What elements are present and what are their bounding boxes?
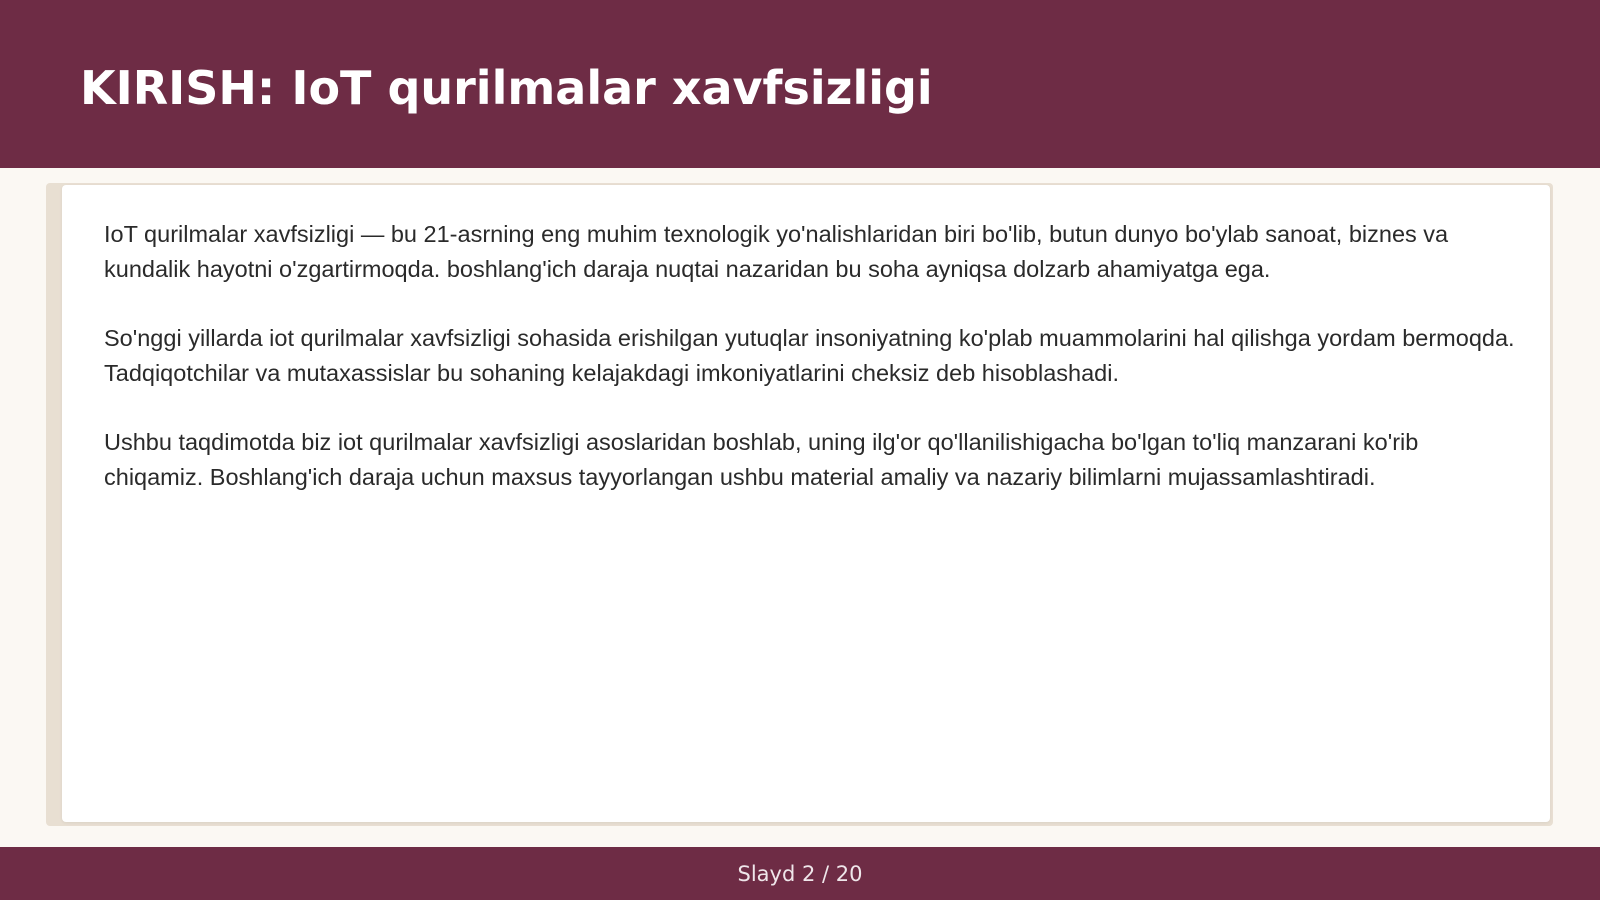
slide-title: KIRISH: IoT qurilmalar xavfsizligi bbox=[80, 61, 933, 115]
content-body bbox=[104, 217, 1524, 530]
slide-counter: Slayd 2 / 20 bbox=[737, 861, 863, 886]
paragraph-1: IoT qurilmalar xavfsizligi — bu 21-asrning eng muhim texnologik yo'nalishlaridan biri bo'lib, butun dunyo bo'ylab sanoat, biznes va kundalik hayotni o'zgartirmoqda. boshlang'ich daraja nuqtai nazaridan bu soha ayniqsa dolzarb ahamiyatga ega. bbox=[104, 221, 1449, 282]
slide-header bbox=[0, 0, 1600, 168]
paragraph-3: Ushbu taqdimotda biz iot qurilmalar xavfsizligi asoslaridan boshlab, uning ilg'or qo'llanilishigacha bo'lgan to'liq manzarani ko'rib chiqamiz. Boshlang'ich daraja uchun maxsus tayyorlangan ushbu material amaliy va nazariy bilimlarni mujassamlashtiradi. bbox=[104, 429, 1419, 490]
paragraph-2: So'nggi yillarda iot qurilmalar xavfsizligi sohasida erishilgan yutuqlar insoniyatning ko'plab muammolarini hal qilishga yordam bermoqda. Tadqiqotchilar va mutaxassislar bu sohaning kelajakdagi imkoniyatlarini cheksiz deb hisoblashadi. bbox=[104, 325, 1515, 386]
slide-footer bbox=[0, 847, 1600, 900]
